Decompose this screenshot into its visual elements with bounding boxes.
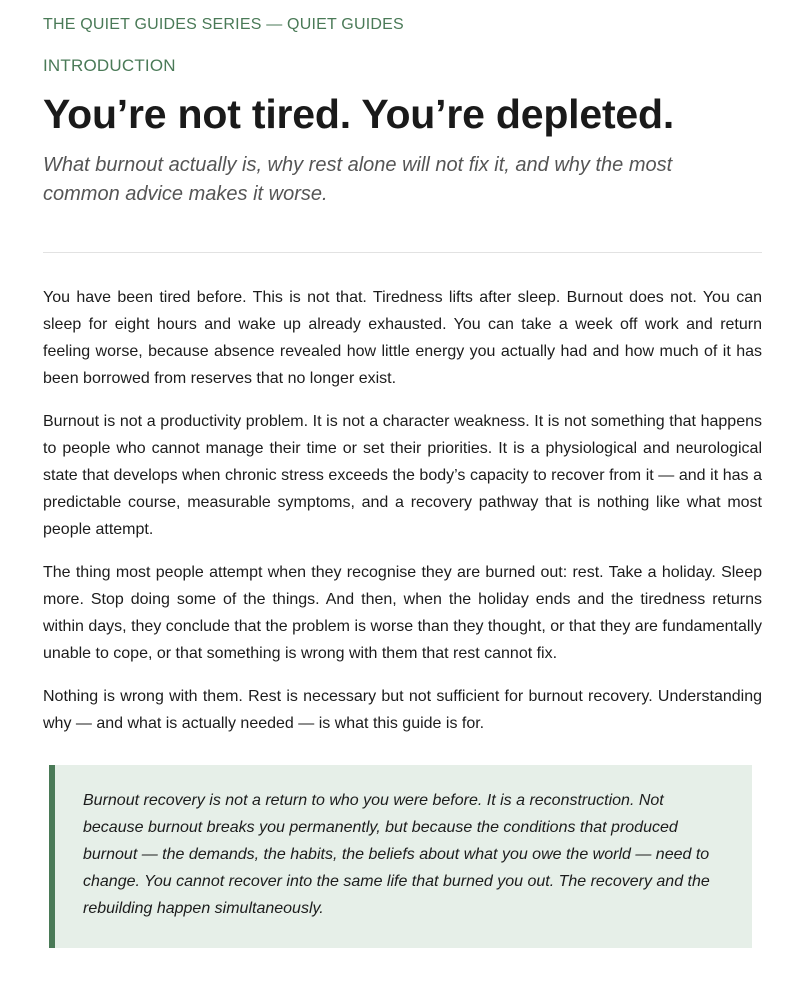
body-text bbox=[43, 284, 762, 753]
paragraph: Burnout is not a productivity problem. It is not a character weakness. It is not something that happens to people who cannot manage their time or set their priorities. It is a physiological and neurological state that develops when chronic stress exceeds the body’s capacity to recover from it — and it has a predictable course, measurable symptoms, and a recovery pathway that is nothing like what most people attempt. bbox=[43, 413, 762, 538]
page-subtitle: What burnout actually is, why rest alone will not fix it, and why the most common advice makes it worse. bbox=[43, 154, 673, 205]
series-label: THE QUIET GUIDES SERIES — QUIET GUIDES bbox=[43, 16, 404, 33]
callout-box bbox=[49, 765, 752, 948]
paragraph: You have been tired before. This is not that. Tiredness lifts after sleep. Burnout does not. You can sleep for eight hours and wake up already exhausted. You can take a week off work and return feeling worse, because absence revealed how little energy you actually had and how much of it has been borrowed from reserves that no longer exist. bbox=[43, 289, 762, 387]
section-label: INTRODUCTION bbox=[43, 56, 176, 75]
callout-text: Burnout recovery is not a return to who you were before. It is a reconstruction. Not because burnout breaks you permanently, but because the conditions that produced burnout — the demands, the habits, the beliefs about what you owe the world — need to change. You cannot recover into the same life that burned you out. The recovery and the rebuilding happen simultaneously. bbox=[83, 792, 710, 917]
page-title: You’re not tired. You’re depleted. bbox=[43, 91, 675, 137]
divider bbox=[43, 252, 762, 253]
paragraph: Nothing is wrong with them. Rest is necessary but not sufficient for burnout recovery. Understanding why — and what is actually needed — is what this guide is for. bbox=[43, 688, 762, 732]
paragraph: The thing most people attempt when they recognise they are burned out: rest. Take a holiday. Sleep more. Stop doing some of the things. And then, when the holiday ends and the tiredness returns within days, they conclude that the problem is worse than they thought, or that they are fundamentally unable to cope, or that something is wrong with them that rest cannot fix. bbox=[43, 564, 762, 662]
